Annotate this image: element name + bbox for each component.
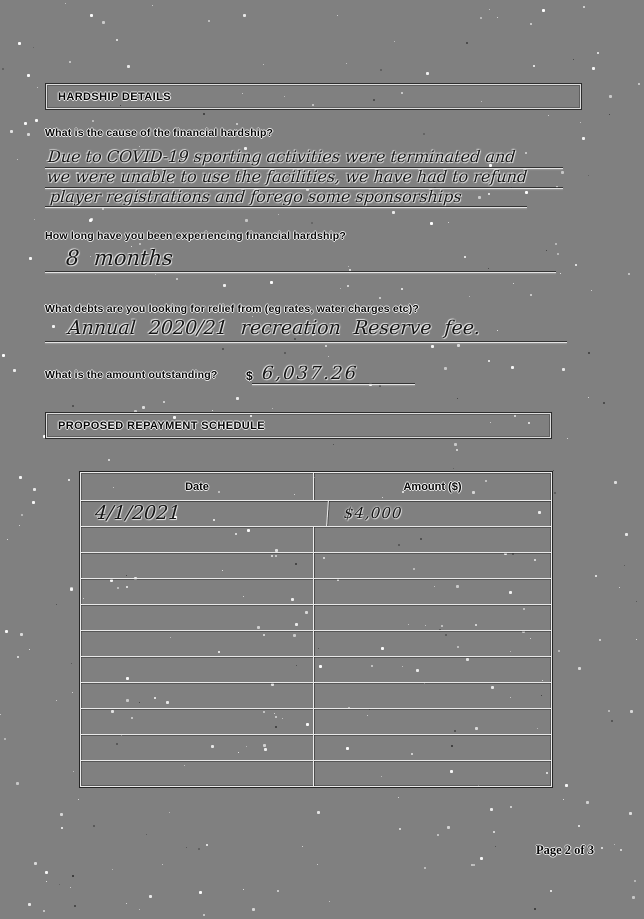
noise-speck: [456, 449, 458, 451]
date-cell: [81, 579, 314, 604]
noise-speck: [580, 122, 581, 123]
cause-answer-line-1: Due to COVID-19 sporting activities were terminated and: [47, 147, 517, 166]
noise-speck: [525, 191, 528, 194]
noise-speck: [573, 59, 574, 60]
noise-speck: [10, 130, 13, 133]
date-cell: [81, 709, 314, 734]
noise-speck: [347, 285, 349, 287]
noise-speck: [2, 68, 4, 70]
noise-speck: [558, 650, 560, 652]
noise-speck: [46, 881, 47, 882]
noise-speck: [43, 910, 45, 912]
noise-speck: [495, 846, 496, 847]
noise-speck: [398, 797, 399, 798]
noise-speck: [317, 811, 320, 814]
noise-speck: [169, 812, 170, 813]
noise-speck: [638, 83, 640, 85]
noise-speck: [340, 288, 341, 289]
noise-speck: [488, 193, 490, 195]
noise-speck: [45, 871, 48, 874]
noise-speck: [206, 844, 208, 846]
noise-speck: [563, 799, 564, 800]
noise-speck: [0, 714, 1, 715]
amount-cell: [314, 527, 551, 552]
table-row: [81, 709, 551, 735]
noise-speck: [35, 119, 38, 122]
noise-speck: [534, 908, 536, 910]
noise-speck: [70, 587, 73, 590]
table-row: [81, 553, 551, 579]
noise-speck: [27, 74, 30, 77]
repayment-schedule-section-header: [46, 413, 551, 438]
noise-speck: [245, 219, 248, 222]
noise-speck: [629, 812, 632, 815]
noise-speck: [401, 288, 403, 290]
noise-speck: [252, 908, 255, 911]
noise-speck: [223, 284, 226, 287]
noise-speck: [243, 14, 246, 17]
noise-speck: [454, 443, 457, 446]
noise-speck: [222, 348, 224, 350]
noise-speck: [548, 115, 549, 116]
noise-speck: [555, 243, 557, 245]
noise-speck: [630, 710, 633, 713]
noise-speck: [277, 890, 279, 892]
noise-speck: [595, 575, 597, 577]
noise-speck: [597, 52, 599, 54]
noise-speck: [139, 909, 140, 910]
noise-speck: [302, 846, 303, 847]
noise-speck: [74, 905, 76, 907]
noise-speck: [278, 214, 279, 215]
noise-speck: [108, 459, 110, 461]
noise-speck: [19, 525, 20, 526]
noise-speck: [56, 700, 57, 701]
noise-speck: [29, 649, 30, 650]
noise-speck: [116, 39, 118, 41]
noise-speck: [37, 87, 38, 88]
noise-speck: [176, 278, 178, 280]
noise-speck: [634, 880, 636, 882]
noise-speck: [152, 5, 153, 6]
noise-speck: [311, 222, 313, 224]
noise-speck: [620, 849, 622, 851]
noise-speck: [72, 405, 74, 407]
noise-speck: [243, 889, 244, 890]
noise-speck: [609, 95, 612, 98]
question-cause-label: What is the cause of the financial hardship?: [45, 127, 274, 139]
amount-cell: [314, 735, 551, 760]
cause-answer-line-2: we were unable to use the facilities, we have had to refund: [46, 167, 528, 186]
answer-rule-line: [252, 384, 415, 385]
noise-speck: [394, 41, 395, 42]
noise-speck: [578, 825, 580, 827]
noise-speck: [33, 488, 36, 491]
noise-speck: [93, 825, 95, 827]
noise-speck: [17, 159, 18, 160]
noise-speck: [392, 211, 395, 214]
noise-speck: [488, 268, 489, 269]
question-amount-label: What is the amount outstanding?: [45, 369, 218, 381]
noise-speck: [127, 65, 130, 68]
noise-speck: [628, 273, 630, 275]
noise-speck: [530, 23, 532, 25]
noise-speck: [636, 639, 637, 640]
noise-speck: [478, 196, 481, 199]
question-duration-label: How long have you been experiencing financial hardship?: [45, 230, 346, 242]
noise-speck: [92, 120, 94, 122]
noise-speck: [578, 667, 581, 670]
noise-speck: [562, 368, 565, 371]
noise-speck: [380, 69, 382, 71]
noise-speck: [348, 266, 349, 267]
noise-speck: [7, 539, 8, 540]
table-row: [81, 683, 551, 709]
noise-speck: [72, 875, 74, 877]
date-cell: [81, 527, 314, 552]
repayment-table-body: [81, 501, 551, 786]
noise-speck: [5, 630, 8, 633]
noise-speck: [466, 42, 468, 44]
noise-speck: [203, 914, 205, 916]
noise-speck: [399, 828, 401, 830]
noise-speck: [71, 663, 72, 664]
duration-answer: 8 months: [65, 246, 174, 270]
date-cell: [81, 605, 314, 630]
noise-speck: [325, 345, 327, 347]
noise-speck: [78, 799, 79, 800]
noise-speck: [457, 344, 460, 347]
noise-speck: [525, 152, 527, 154]
noise-speck: [493, 831, 495, 833]
amount-cell: [314, 657, 551, 682]
noise-speck: [423, 133, 425, 135]
noise-speck: [632, 896, 635, 899]
noise-speck: [27, 133, 30, 136]
amount-column-header: Amount ($): [403, 480, 462, 493]
noise-speck: [464, 256, 466, 258]
noise-speck: [155, 274, 156, 275]
noise-speck: [379, 297, 381, 299]
noise-speck: [199, 891, 202, 894]
amount-cell: [314, 631, 551, 656]
noise-speck: [13, 369, 16, 372]
noise-speck: [591, 290, 592, 291]
noise-speck: [102, 208, 104, 210]
amount-cell: [314, 605, 551, 630]
table-row: [81, 605, 551, 631]
noise-speck: [553, 470, 554, 471]
repayment-table-header-row: [81, 473, 551, 501]
noise-speck: [603, 402, 605, 404]
noise-speck: [510, 806, 512, 808]
noise-speck: [554, 492, 556, 494]
noise-speck: [236, 397, 239, 400]
table-row: [81, 735, 551, 761]
date-cell: [81, 631, 314, 656]
noise-speck: [270, 281, 273, 284]
noise-speck: [431, 345, 434, 348]
noise-speck: [599, 639, 601, 641]
hardship-details-section-header: [46, 84, 581, 109]
noise-speck: [186, 847, 187, 848]
amount-cell: [314, 579, 551, 604]
noise-speck: [162, 864, 163, 865]
noise-speck: [70, 887, 71, 888]
noise-speck: [52, 325, 55, 328]
noise-speck: [379, 385, 381, 387]
currency-symbol: $: [246, 369, 253, 383]
noise-speck: [126, 903, 127, 904]
hardship-details-title: HARDSHIP DETAILS: [58, 90, 171, 103]
noise-speck: [284, 352, 286, 354]
amount-cell: [314, 709, 551, 734]
noise-speck: [437, 834, 439, 836]
noise-speck: [588, 175, 589, 176]
noise-speck: [619, 587, 620, 588]
noise-speck: [560, 273, 561, 274]
noise-speck: [333, 444, 334, 445]
noise-speck: [592, 67, 595, 70]
noise-speck: [511, 366, 514, 369]
noise-speck: [614, 481, 617, 484]
noise-speck: [263, 64, 264, 65]
noise-speck: [69, 61, 71, 63]
repayment-table: [80, 472, 552, 787]
noise-speck: [73, 771, 74, 772]
amount-outstanding-answer: 6,037.26: [261, 363, 359, 384]
noise-speck: [586, 801, 589, 804]
noise-speck: [557, 253, 559, 255]
noise-speck: [469, 296, 470, 297]
noise-speck: [497, 17, 498, 18]
noise-speck: [208, 20, 210, 22]
noise-speck: [203, 113, 205, 115]
noise-speck: [112, 869, 113, 870]
noise-speck: [588, 352, 590, 354]
noise-speck: [28, 903, 31, 906]
noise-speck: [20, 633, 23, 636]
cause-answer-line-3: player registrations and forego some sponsorships: [49, 187, 463, 206]
noise-speck: [21, 514, 23, 516]
noise-speck: [444, 367, 447, 370]
noise-speck: [65, 3, 66, 4]
noise-speck: [89, 219, 92, 222]
noise-speck: [490, 808, 493, 811]
noise-speck: [72, 692, 73, 693]
noise-speck: [142, 406, 145, 409]
amount-cell: $4,000: [343, 504, 404, 522]
noise-speck: [424, 867, 426, 869]
noise-speck: [473, 864, 475, 866]
noise-speck: [346, 63, 347, 64]
noise-speck: [497, 330, 498, 331]
noise-speck: [60, 813, 63, 816]
noise-speck: [19, 476, 22, 479]
repayment-schedule-title: PROPOSED REPAYMENT SCHEDULE: [58, 419, 266, 432]
noise-speck: [611, 720, 613, 722]
noise-speck: [163, 401, 165, 403]
amount-cell: [314, 683, 551, 708]
noise-speck: [61, 827, 63, 829]
noise-speck: [447, 826, 450, 829]
noise-speck: [2, 354, 5, 357]
noise-speck: [68, 479, 70, 481]
noise-speck: [33, 47, 34, 48]
noise-speck: [272, 408, 273, 409]
noise-speck: [34, 219, 35, 220]
noise-speck: [480, 17, 482, 19]
noise-speck: [546, 250, 547, 251]
table-row: [81, 657, 551, 683]
noise-speck: [561, 171, 564, 174]
table-row: [81, 631, 551, 657]
noise-speck: [139, 243, 141, 245]
noise-speck: [198, 848, 200, 850]
noise-speck: [317, 864, 318, 865]
answer-rule-line: [45, 272, 556, 273]
noise-speck: [18, 42, 21, 45]
noise-speck: [236, 123, 238, 125]
noise-speck: [448, 222, 449, 223]
noise-speck: [146, 834, 147, 835]
noise-speck: [480, 857, 483, 860]
noise-speck: [489, 9, 490, 10]
noise-speck: [588, 397, 589, 398]
noise-speck: [430, 222, 433, 225]
noise-speck: [349, 269, 351, 271]
noise-speck: [32, 501, 35, 504]
noise-speck: [601, 847, 603, 849]
page-number: Page 2 of 3: [536, 843, 594, 857]
noise-speck: [542, 9, 545, 12]
noise-speck: [34, 862, 37, 865]
noise-speck: [565, 784, 568, 787]
noise-speck: [624, 565, 625, 566]
noise-speck: [513, 283, 514, 284]
noise-speck: [16, 782, 19, 785]
noise-speck: [625, 533, 628, 536]
date-column-header: Date: [81, 473, 314, 500]
noise-speck: [102, 21, 105, 24]
noise-speck: [582, 137, 585, 140]
amount-cell: [314, 553, 551, 578]
noise-speck: [4, 738, 6, 740]
noise-speck: [636, 601, 637, 602]
date-cell: [81, 761, 314, 786]
answer-rule-line: [45, 207, 527, 208]
noise-speck: [337, 15, 338, 16]
noise-speck: [149, 895, 152, 898]
noise-speck: [24, 122, 27, 125]
noise-speck: [59, 884, 60, 885]
noise-speck: [608, 710, 610, 712]
noise-speck: [488, 360, 490, 362]
answer-rule-line: [45, 342, 567, 343]
noise-speck: [212, 410, 213, 411]
noise-speck: [453, 468, 454, 469]
noise-speck: [614, 844, 615, 845]
noise-speck: [530, 294, 532, 296]
table-row: [81, 501, 551, 527]
table-row: [81, 761, 551, 786]
noise-speck: [90, 14, 93, 17]
noise-speck: [533, 65, 535, 67]
noise-speck: [29, 257, 32, 260]
noise-speck: [609, 114, 610, 115]
date-cell: [81, 553, 314, 578]
date-cell: [81, 657, 314, 682]
noise-speck: [567, 438, 568, 439]
noise-speck: [329, 901, 330, 902]
noise-speck: [457, 398, 458, 399]
noise-speck: [56, 604, 57, 605]
noise-speck: [550, 890, 552, 892]
date-cell: [81, 683, 314, 708]
date-cell: [81, 735, 314, 760]
noise-speck: [426, 72, 429, 75]
noise-speck: [328, 356, 329, 357]
noise-speck: [575, 264, 577, 266]
noise-speck: [583, 6, 585, 8]
debts-answer: Annual 2020/21 recreation Reserve fee.: [67, 317, 481, 339]
table-row: [81, 527, 551, 553]
noise-speck: [17, 656, 19, 658]
question-debts-label: What debts are you looking for relief from (eg rates, water charges etc)?: [45, 303, 420, 315]
date-cell: 4/1/2021: [80, 501, 329, 526]
amount-cell: [314, 761, 551, 786]
table-row: [81, 579, 551, 605]
